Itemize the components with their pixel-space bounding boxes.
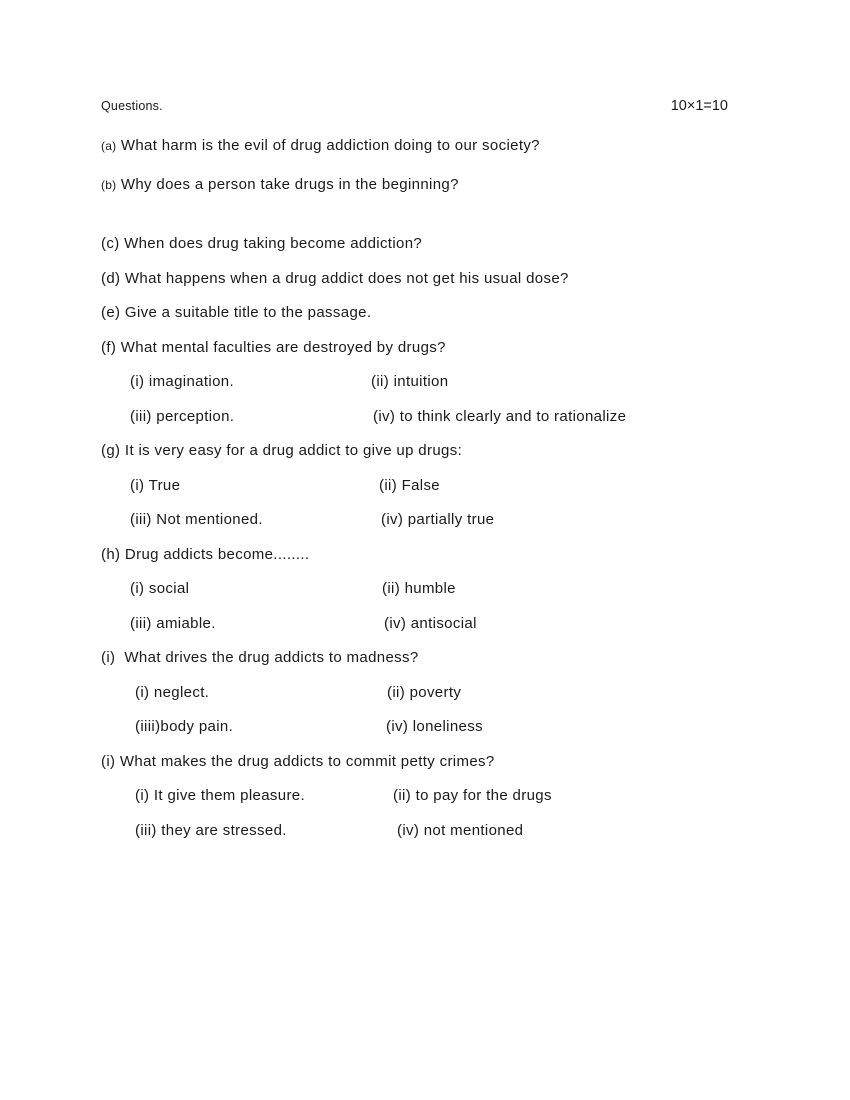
option-i2-ii: (ii) to pay for the drugs	[393, 787, 552, 804]
marks-allocation: 10×1=10	[670, 98, 728, 114]
question-label: (b)	[101, 178, 117, 192]
option-i1-ii: (ii) poverty	[387, 684, 462, 701]
option-f-i: (i) imagination.	[130, 373, 234, 390]
question-f	[101, 339, 446, 356]
question-text: Give a suitable title to the passage.	[124, 304, 372, 321]
question-label: (a)	[101, 139, 117, 153]
option-i2-iv: (iv) not mentioned	[397, 822, 524, 839]
question-text: What happens when a drug addict does not get his usual dose?	[124, 270, 569, 287]
question-text: What mental faculties are destroyed by drugs?	[120, 339, 446, 356]
option-f-iv: (iv) to think clearly and to rationalize	[373, 408, 627, 425]
question-label: (f)	[101, 339, 117, 356]
option-g-ii: (ii) False	[379, 477, 441, 494]
question-text: What drives the drug addicts to madness?	[124, 649, 419, 666]
option-f-ii: (ii) intuition	[371, 373, 449, 390]
question-i-second	[101, 753, 495, 770]
question-h	[101, 546, 309, 563]
question-b	[101, 176, 459, 193]
section-heading: Questions.	[101, 99, 163, 113]
question-label: (h)	[101, 546, 121, 563]
question-g	[101, 442, 462, 459]
question-text: When does drug taking become addiction?	[124, 235, 423, 252]
question-a	[101, 137, 540, 154]
option-h-iv: (iv) antisocial	[384, 615, 477, 632]
question-c	[101, 235, 422, 252]
question-text: What harm is the evil of drug addiction doing to our society?	[120, 137, 540, 154]
question-text: It is very easy for a drug addict to give up drugs:	[124, 442, 463, 459]
option-i1-iv: (iv) loneliness	[386, 718, 483, 735]
question-label: (d)	[101, 270, 121, 287]
option-i1-iii: (iiii)body pain.	[135, 718, 234, 735]
option-h-ii: (ii) humble	[382, 580, 456, 597]
option-i2-iii: (iii) they are stressed.	[135, 822, 287, 839]
option-h-iii: (iii) amiable.	[130, 615, 216, 632]
question-label: (i)	[101, 753, 116, 770]
question-i-first	[101, 649, 419, 666]
option-i1-i: (i) neglect.	[135, 684, 210, 701]
question-text: Drug addicts become........	[124, 546, 310, 563]
option-f-iii: (iii) perception.	[130, 408, 235, 425]
option-h-i: (i) social	[130, 580, 190, 597]
option-g-i: (i) True	[130, 477, 181, 494]
option-i2-i: (i) It give them pleasure.	[135, 787, 305, 804]
question-label: (e)	[101, 304, 121, 321]
option-g-iv: (iv) partially true	[381, 511, 495, 528]
question-label: (i)	[101, 649, 116, 666]
option-g-iii: (iii) Not mentioned.	[130, 511, 263, 528]
question-label: (c)	[101, 235, 120, 252]
question-e	[101, 304, 371, 321]
question-text: What makes the drug addicts to commit petty crimes?	[119, 753, 495, 770]
question-d	[101, 270, 569, 287]
question-text: Why does a person take drugs in the beginning?	[120, 176, 459, 193]
question-label: (g)	[101, 442, 121, 459]
